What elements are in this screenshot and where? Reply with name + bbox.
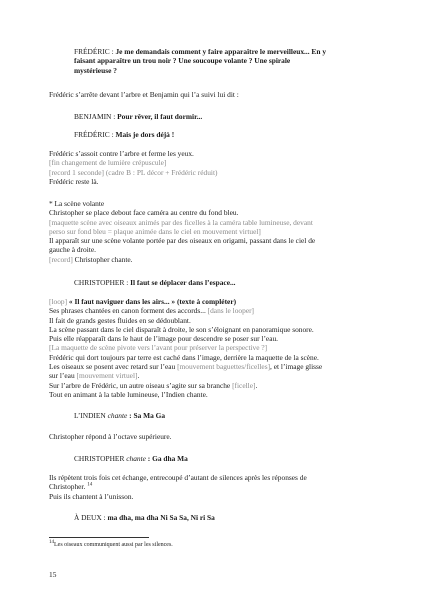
technical-note: [fin changement de lumière crépuscule] — [49, 158, 167, 168]
footnote-reference[interactable]: 14 — [87, 482, 93, 488]
dialogue-text: mystérieuse ? — [74, 65, 117, 75]
speaker-name: CHRISTOPHER : — [74, 278, 131, 287]
dialogue-text: Sa Ma Ga — [133, 411, 166, 420]
speaker-name: FRÉDÉRIC : — [74, 47, 116, 56]
technical-note: [dans le looper] — [207, 306, 255, 316]
speech-verb: chante — [107, 411, 128, 420]
direction-text: Frédéric s’assoit contre l’arbre et ferme les yeux. — [49, 149, 194, 158]
technical-note: [La maquette de scène pivote vers l’avant pour préserver la perspective ?] — [49, 343, 268, 353]
dialogue-text: Mais je dors déjà ! — [115, 130, 175, 139]
direction-text: Frédéric s’arrête devant l’arbre et Benjamin qui l’a suivi lui dit : — [49, 90, 239, 99]
stage-direction — [49, 432, 379, 441]
direction-text: Sur l’arbre de Frédéric, un autre oiseau s’agite sur sa branche — [49, 380, 233, 390]
direction-text: Il apparaît sur une scène volante portée par des oiseaux en origami, passant dans le ciel de — [49, 236, 316, 246]
footnote-divider — [49, 537, 149, 538]
technical-note: [mouvement baguettes/ficelles] — [177, 362, 271, 372]
direction-text: Christopher chante. — [72, 254, 133, 264]
direction-text: Puis elle réapparaît dans le haut de l’image pour descendre se poser sur l’eau. — [49, 334, 279, 344]
dialogue-a-deux — [74, 513, 379, 522]
speaker-name: À DEUX : — [74, 513, 108, 522]
scene-heading: * La scène volante — [49, 199, 105, 208]
dialogue-text: faisant apparaître un trou noir ? Une soucoupe volante ? Une spirale — [74, 56, 291, 66]
technical-note: perso sur fond bleu = plaque animée dans le ciel en mouvement virtuel] — [49, 226, 261, 236]
stage-direction-block — [49, 473, 379, 501]
direction-text: . — [255, 380, 258, 390]
direction-text: . — [137, 371, 140, 381]
technical-note: [record] — [49, 254, 73, 264]
dialogue-text: ma dha, ma dha Ni Sa Sa, Ni ri Sa — [107, 513, 215, 522]
lyric-text: « Il faut naviguer dans les airs... » (texte à compléter) — [67, 297, 237, 306]
stage-direction — [49, 90, 379, 99]
direction-text: Les oiseaux se posent avec retard sur l’eau — [49, 362, 178, 372]
footnote-mark: 14 — [49, 540, 54, 545]
direction-text: Puis ils chantent à l’unisson. — [49, 491, 134, 501]
direction-text: , et l’image glisse — [270, 362, 323, 372]
speech-verb: chante — [126, 454, 146, 463]
speaker-name: CHRISTOPHER — [74, 454, 127, 463]
direction-text: gauche à droite. — [49, 245, 96, 255]
footnote — [49, 541, 173, 549]
dialogue-frederic-1 — [74, 47, 379, 75]
dialogue-christopher-1 — [74, 278, 379, 287]
speaker-name: FRÉDÉRIC : — [74, 130, 116, 139]
direction-text: Christopher se place debout face caméra au centre du fond bleu. — [49, 208, 239, 218]
direction-text: Ils répètent trois fois cet échange, entrecoupé d’autant de silences après les réponses de — [49, 473, 307, 482]
technical-note: [maquette scène avec oiseaux animés par des ficelles à la caméra table lumineuse, devant — [49, 217, 313, 227]
dialogue-frederic-2 — [74, 130, 379, 139]
speaker-name: BENJAMIN : — [74, 112, 118, 121]
dialogue-text: Je me demandais comment y faire apparaître le merveilleux... En y — [115, 47, 327, 56]
scene-flying-stage — [49, 199, 379, 264]
technical-note: [loop] — [49, 297, 68, 306]
speaker-name: L’INDIEN — [74, 411, 108, 420]
dialogue-indien — [74, 411, 379, 420]
technical-note: [mouvement virtuel] — [76, 371, 138, 381]
direction-text: Il fait de grands gestes fluides en se dédoublant. — [49, 315, 191, 325]
direction-text: Tout en animant à la table lumineuse, l’Indien chante. — [49, 389, 208, 399]
direction-text: sur l’eau — [49, 371, 77, 381]
page-number: 15 — [49, 570, 57, 579]
dialogue-text: Il faut se déplacer dans l’espace... — [130, 278, 236, 287]
direction-text: Frédéric qui dort toujours par terre est caché dans l’image, derrière la maquette de la scène. — [49, 352, 319, 362]
dialogue-benjamin — [74, 112, 379, 121]
technical-note: [ficelle] — [232, 380, 256, 390]
direction-text: La scène passant dans le ciel disparaît à droite, le son s’éloignant en panoramique sonore. — [49, 324, 314, 334]
direction-text: Ses phrases chantées en canon forment des accords... — [49, 306, 208, 316]
direction-text: Christopher répond à l’octave supérieure. — [49, 432, 172, 441]
separator: : — [145, 454, 153, 463]
separator: : — [127, 411, 134, 420]
dialogue-text: Ga dha Ma — [152, 454, 188, 463]
dialogue-text: Pour rêver, il faut dormir... — [117, 112, 203, 121]
direction-text: Frédéric reste là. — [49, 176, 99, 186]
dialogue-christopher-2 — [74, 454, 379, 463]
footnote-text: Les oiseaux communiquent aussi par les silences. — [54, 542, 173, 548]
stage-direction-block — [49, 149, 379, 186]
technical-note: [record 1 seconde] (cadre B : PL décor + Frédéric réduit) — [49, 167, 218, 177]
song-scene-block — [49, 297, 379, 399]
direction-text: Christopher. — [49, 482, 86, 492]
